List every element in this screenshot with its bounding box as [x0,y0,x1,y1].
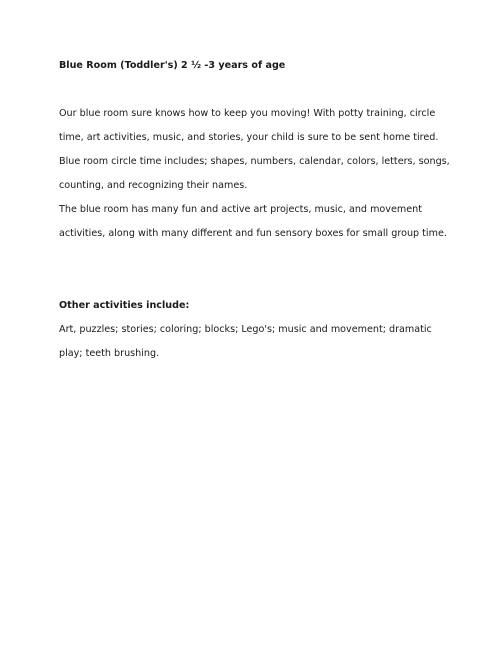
other-activities-line: play; teeth brushing. [59,348,160,359]
document-title: Blue Room (Toddler's) 2 ½ -3 years of age [59,60,286,71]
intro-line: activities, along with many different and fun sensory boxes for small group time. [59,228,447,239]
intro-line: counting, and recognizing their names. [59,180,248,191]
intro-line: Our blue room sure knows how to keep you moving! With potty training, circle [59,108,436,119]
intro-line: The blue room has many fun and active art projects, music, and movement [59,204,422,215]
other-activities-line: Art, puzzles; stories; coloring; blocks; Lego's; music and movement; dramatic [59,324,432,335]
intro-line: Blue room circle time includes; shapes, numbers, calendar, colors, letters, songs, [59,156,450,167]
intro-line: time, art activities, music, and stories, your child is sure to be sent home tired. [59,132,439,143]
other-activities-heading: Other activities include: [59,300,190,311]
